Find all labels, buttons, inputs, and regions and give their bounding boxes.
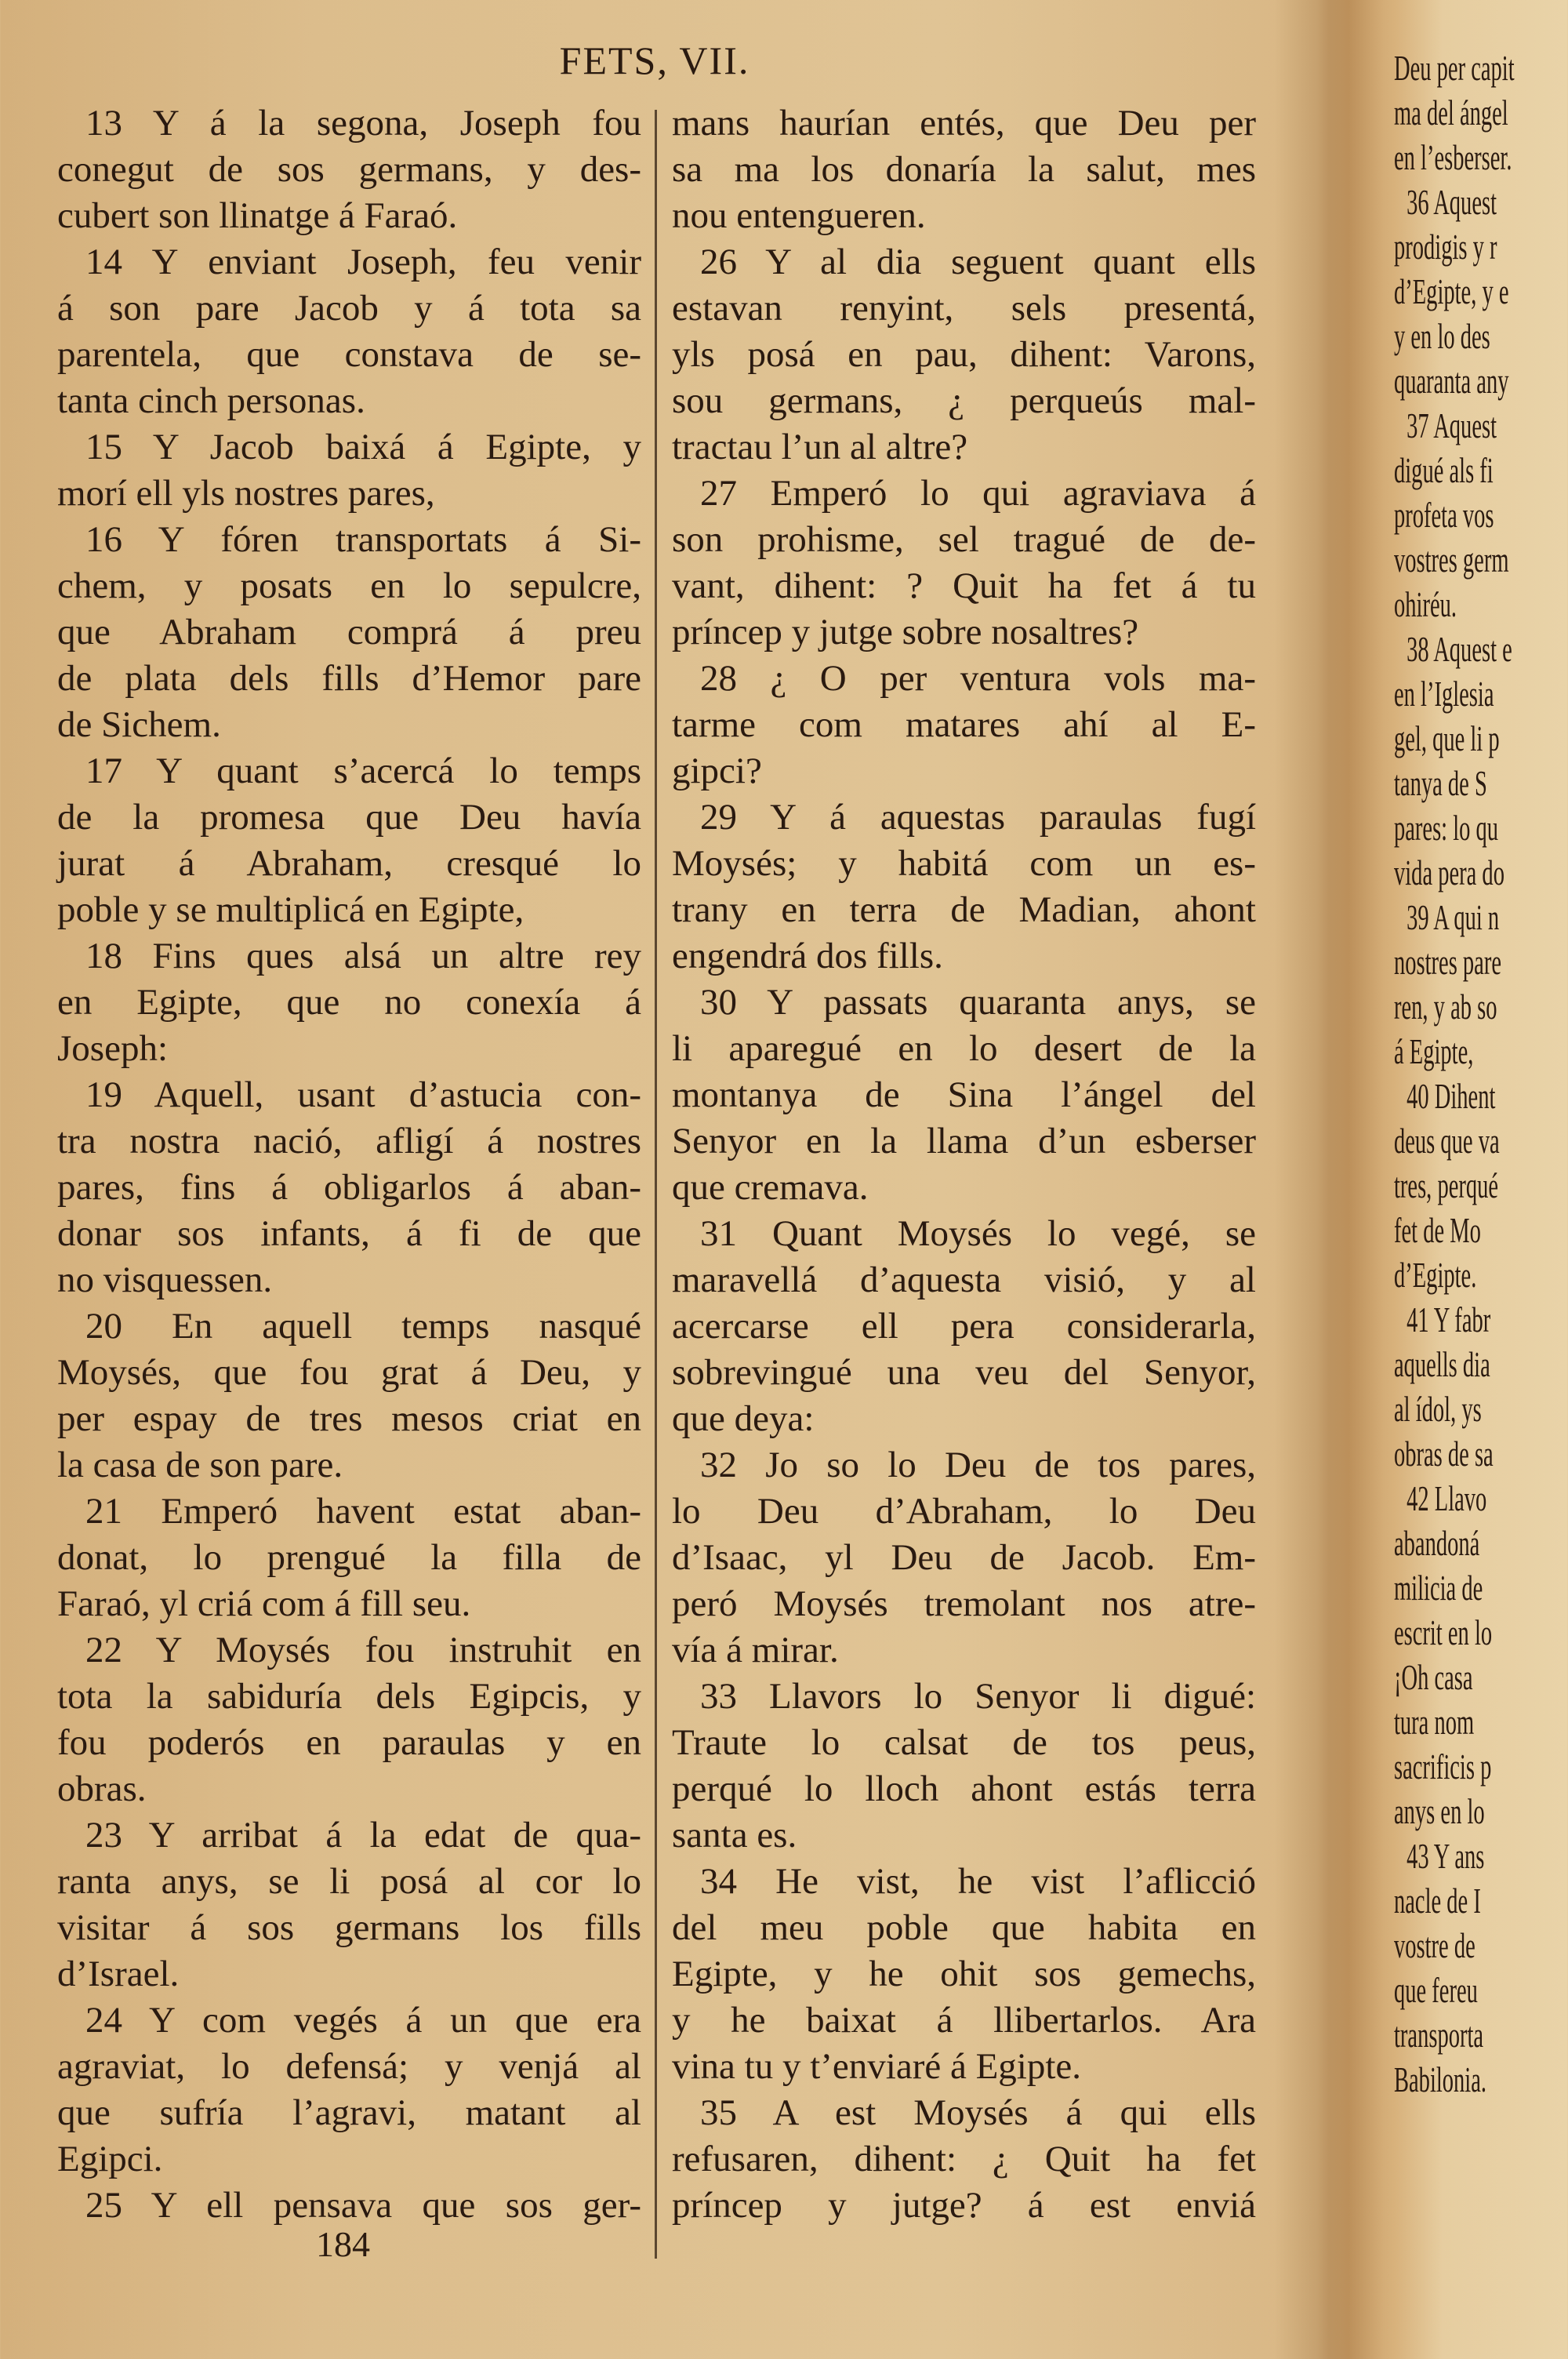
text-line: d’Israel. — [57, 1954, 180, 1994]
text-line: pares, fins á obligarlos á aban- — [57, 1167, 641, 1208]
right-text-column — [672, 100, 1256, 2229]
text-line: peró Moysés tremolant nos atre- — [672, 1583, 1256, 1624]
text-line: santa es. — [672, 1815, 797, 1856]
text-line: li aparegué en lo desert de la — [672, 1028, 1256, 1069]
text-line: de la promesa que Deu havía — [57, 797, 641, 838]
text-line: engendrá dos fills. — [672, 936, 943, 976]
text-line: Joseph: — [57, 1028, 168, 1069]
text-line: en l’esberser. — [1394, 137, 1512, 177]
text-line: ranta anys, se li posá al cor lo — [57, 1861, 641, 1902]
text-line: tanta cinch personas. — [57, 380, 365, 421]
text-line: 26 Y al dia seguent quant ells — [700, 242, 1256, 282]
running-header: FETS, VII. — [559, 38, 750, 82]
text-line: 15 Y Jacob baixá á Egipte, y — [85, 427, 641, 467]
text-line: 37 Aquest — [1406, 405, 1497, 445]
text-line: Babilonia. — [1394, 2059, 1487, 2099]
column-divider — [655, 110, 657, 2259]
text-line: 21 Emperó havent estat aban- — [85, 1491, 641, 1532]
text-line: tarme com matares ahí al E- — [672, 704, 1256, 745]
text-line: sa ma los donaría la salut, mes — [672, 149, 1256, 190]
text-line: 32 Jo so lo Deu de tos pares, — [700, 1445, 1256, 1485]
text-line: jurat á Abraham, cresqué lo — [57, 843, 641, 884]
text-line: digué als fi — [1394, 450, 1494, 490]
page-gutter-shadow — [1274, 0, 1384, 2359]
text-line: sacrificis p — [1394, 1747, 1492, 1787]
text-line: ohiréu. — [1394, 584, 1457, 624]
text-line: pares: lo qu — [1394, 808, 1499, 848]
text-line: no visquessen. — [57, 1259, 273, 1300]
text-line: deus que va — [1394, 1121, 1500, 1161]
text-line: profeta vos — [1394, 495, 1494, 535]
text-line: 40 Dihent — [1406, 1076, 1496, 1116]
text-line: sobrevingué una veu del Senyor, — [672, 1352, 1256, 1393]
text-line: d’Isaac, yl Deu de Jacob. Em- — [672, 1537, 1256, 1578]
text-line: agraviat, lo defensá; y venjá al — [57, 2046, 641, 2087]
text-line: poble y se multiplicá en Egipte, — [57, 889, 524, 930]
text-line: perqué lo lloch ahont estás terra — [672, 1768, 1256, 1809]
text-line: nou entengueren. — [672, 195, 926, 236]
text-line: gipci? — [672, 751, 762, 791]
text-line: príncep y jutge sobre nosaltres? — [672, 612, 1139, 652]
text-line: nacle de I — [1394, 1881, 1481, 1921]
text-line: en Egipte, que no conexía á — [57, 982, 641, 1023]
text-line: yls posá en pau, dihent: Varons, — [672, 334, 1256, 375]
text-line: Egipte, y he ohit sos gemechs, — [672, 1954, 1256, 1994]
text-line: 31 Quant Moysés lo vegé, se — [700, 1213, 1256, 1254]
text-line: maravellá d’aquesta visió, y al — [672, 1259, 1256, 1300]
text-line: 41 Y fabr — [1406, 1299, 1491, 1339]
text-line: fet de Mo — [1394, 1210, 1481, 1250]
text-line: 27 Emperó lo qui agraviava á — [700, 473, 1256, 514]
text-line: vant, dihent: ? Quit ha fet á tu — [672, 565, 1256, 606]
text-line: vía á mirar. — [672, 1630, 839, 1670]
text-line: ren, y ab so — [1394, 987, 1497, 1027]
left-text-column — [57, 100, 641, 2229]
text-line: Moysés, que fou grat á Deu, y — [57, 1352, 641, 1393]
text-line: 13 Y á la segona, Joseph fou — [85, 103, 641, 144]
text-line: á son pare Jacob y á tota sa — [57, 288, 641, 329]
text-line: 24 Y com vegés á un que era — [85, 2000, 641, 2041]
text-line: acercarse ell pera considerarla, — [672, 1306, 1256, 1347]
next-page-partial-column — [1394, 45, 1568, 2102]
text-line: 14 Y enviant Joseph, feu venir — [85, 242, 641, 282]
text-line: Senyor en la llama d’un esberser — [672, 1121, 1256, 1161]
text-line: 20 En aquell temps nasqué — [85, 1306, 641, 1347]
text-line: 42 Llavo — [1406, 1478, 1487, 1518]
text-line: 22 Y Moysés fou instruhit en — [85, 1630, 641, 1670]
text-line: montanya de Sina l’ángel del — [672, 1074, 1256, 1115]
text-line: tota la sabiduría dels Egipcis, y — [57, 1676, 641, 1717]
text-line: 28 ¿ O per ventura vols ma- — [700, 658, 1256, 699]
text-line: y en lo des — [1394, 316, 1490, 356]
text-line: milicia de — [1394, 1568, 1483, 1608]
text-line: ma del ángel — [1394, 93, 1508, 133]
text-line: vina tu y t’enviaré á Egipte. — [672, 2046, 1082, 2087]
text-line: tra nostra nació, afligí á nostres — [57, 1121, 641, 1161]
text-line: escrit en lo — [1394, 1612, 1493, 1652]
text-line: tractau l’un al altre? — [672, 427, 968, 467]
text-line: vida pera do — [1394, 852, 1504, 892]
text-line: que fereu — [1394, 1970, 1478, 2010]
text-line: que cremava. — [672, 1167, 869, 1208]
text-line: de plata dels fills d’Hemor pare — [57, 658, 641, 699]
text-line: sou germans, ¿ perqueús mal- — [672, 380, 1256, 421]
text-line: son prohisme, sel tragué de de- — [672, 519, 1256, 560]
text-line: en l’Iglesia — [1394, 674, 1494, 714]
text-line: 35 A est Moysés á qui ells — [700, 2092, 1256, 2133]
text-line: tura nom — [1394, 1702, 1475, 1742]
text-line: 17 Y quant s’acercá lo temps — [85, 751, 641, 791]
text-line: aquells dia — [1394, 1344, 1490, 1384]
text-line: al ídol, ys — [1394, 1389, 1482, 1429]
text-line: per espay de tres mesos criat en — [57, 1398, 641, 1439]
text-line: 19 Aquell, usant d’astucia con- — [85, 1074, 641, 1115]
text-line: fou poderós en paraulas y en — [57, 1722, 641, 1763]
text-line: la casa de son pare. — [57, 1445, 343, 1485]
text-line: conegut de sos germans, y des- — [57, 149, 641, 190]
text-line: vostre de — [1394, 1925, 1475, 1965]
text-line: vostres germ — [1394, 540, 1509, 580]
text-line: cubert son llinatge á Faraó. — [57, 195, 458, 236]
text-line: d’Egipte, y e — [1394, 271, 1509, 311]
text-line: tres, perqué — [1394, 1165, 1499, 1205]
text-line: abandoná — [1394, 1523, 1480, 1563]
text-line: que Abraham comprá á preu — [57, 612, 641, 652]
text-line: y he baixat á llibertarlos. Ara — [672, 2000, 1256, 2041]
text-line: Moysés; y habitá com un es- — [672, 843, 1256, 884]
text-line: 16 Y fóren transportats á Si- — [85, 519, 641, 560]
text-line: 34 He vist, he vist l’aflicció — [700, 1861, 1256, 1902]
text-line: parentela, que constava de se- — [57, 334, 641, 375]
text-line: príncep y jutge? á est enviá — [672, 2185, 1256, 2226]
text-line: obras de sa — [1394, 1434, 1494, 1474]
text-line: 33 Llavors lo Senyor li digué: — [700, 1676, 1256, 1717]
page-number: 184 — [316, 2224, 370, 2264]
text-line: 29 Y á aquestas paraulas fugí — [700, 797, 1256, 838]
text-line: Deu per capit — [1394, 48, 1515, 88]
text-line: 23 Y arribat á la edat de qua- — [85, 1815, 641, 1856]
text-line: 38 Aquest e — [1406, 629, 1512, 669]
text-line: d’Egipte. — [1394, 1255, 1477, 1295]
text-line: 36 Aquest — [1406, 182, 1497, 222]
text-line: Traute lo calsat de tos peus, — [672, 1722, 1256, 1763]
text-line: trany en terra de Madian, ahont — [672, 889, 1256, 930]
text-line: quaranta any — [1394, 361, 1509, 401]
text-line: transporta — [1394, 2015, 1484, 2055]
text-line: donar sos infants, á fi de que — [57, 1213, 641, 1254]
text-line: ¡Oh casa — [1394, 1657, 1473, 1697]
text-line: lo Deu d’Abraham, lo Deu — [672, 1491, 1256, 1532]
text-line: nostres pare — [1394, 942, 1502, 982]
text-line: morí ell yls nostres pares, — [57, 473, 435, 514]
text-line: 43 Y ans — [1406, 1836, 1485, 1876]
text-line: mans haurían entés, que Deu per — [672, 103, 1256, 144]
text-line: 25 Y ell pensava que sos ger- — [85, 2185, 641, 2226]
text-line: donat, lo prengué la filla de — [57, 1537, 641, 1578]
text-line: tanya de S — [1394, 763, 1487, 803]
text-line: prodigis y r — [1394, 227, 1497, 267]
text-line: anys en lo — [1394, 1791, 1485, 1831]
text-line: gel, que li p — [1394, 718, 1500, 758]
text-line: obras. — [57, 1768, 147, 1809]
text-line: que sufría l’agravi, matant al — [57, 2092, 641, 2133]
text-line: 30 Y passats quaranta anys, se — [700, 982, 1256, 1023]
text-line: del meu poble que habita en — [672, 1907, 1256, 1948]
text-line: refusaren, dihent: ¿ Quit ha fet — [672, 2139, 1256, 2179]
text-line: de Sichem. — [57, 704, 221, 745]
text-line: Egipci. — [57, 2139, 163, 2179]
text-line: Faraó, yl criá com á fill seu. — [57, 1583, 471, 1624]
text-line: á Egipte, — [1394, 1031, 1474, 1071]
text-line: visitar á sos germans los fills — [57, 1907, 641, 1948]
text-line: estavan renyint, sels presentá, — [672, 288, 1256, 329]
text-line: 18 Fins ques alsá un altre rey — [85, 936, 641, 976]
text-line: 39 A qui n — [1406, 897, 1500, 937]
text-line: chem, y posats en lo sepulcre, — [57, 565, 641, 606]
text-line: que deya: — [672, 1398, 815, 1439]
